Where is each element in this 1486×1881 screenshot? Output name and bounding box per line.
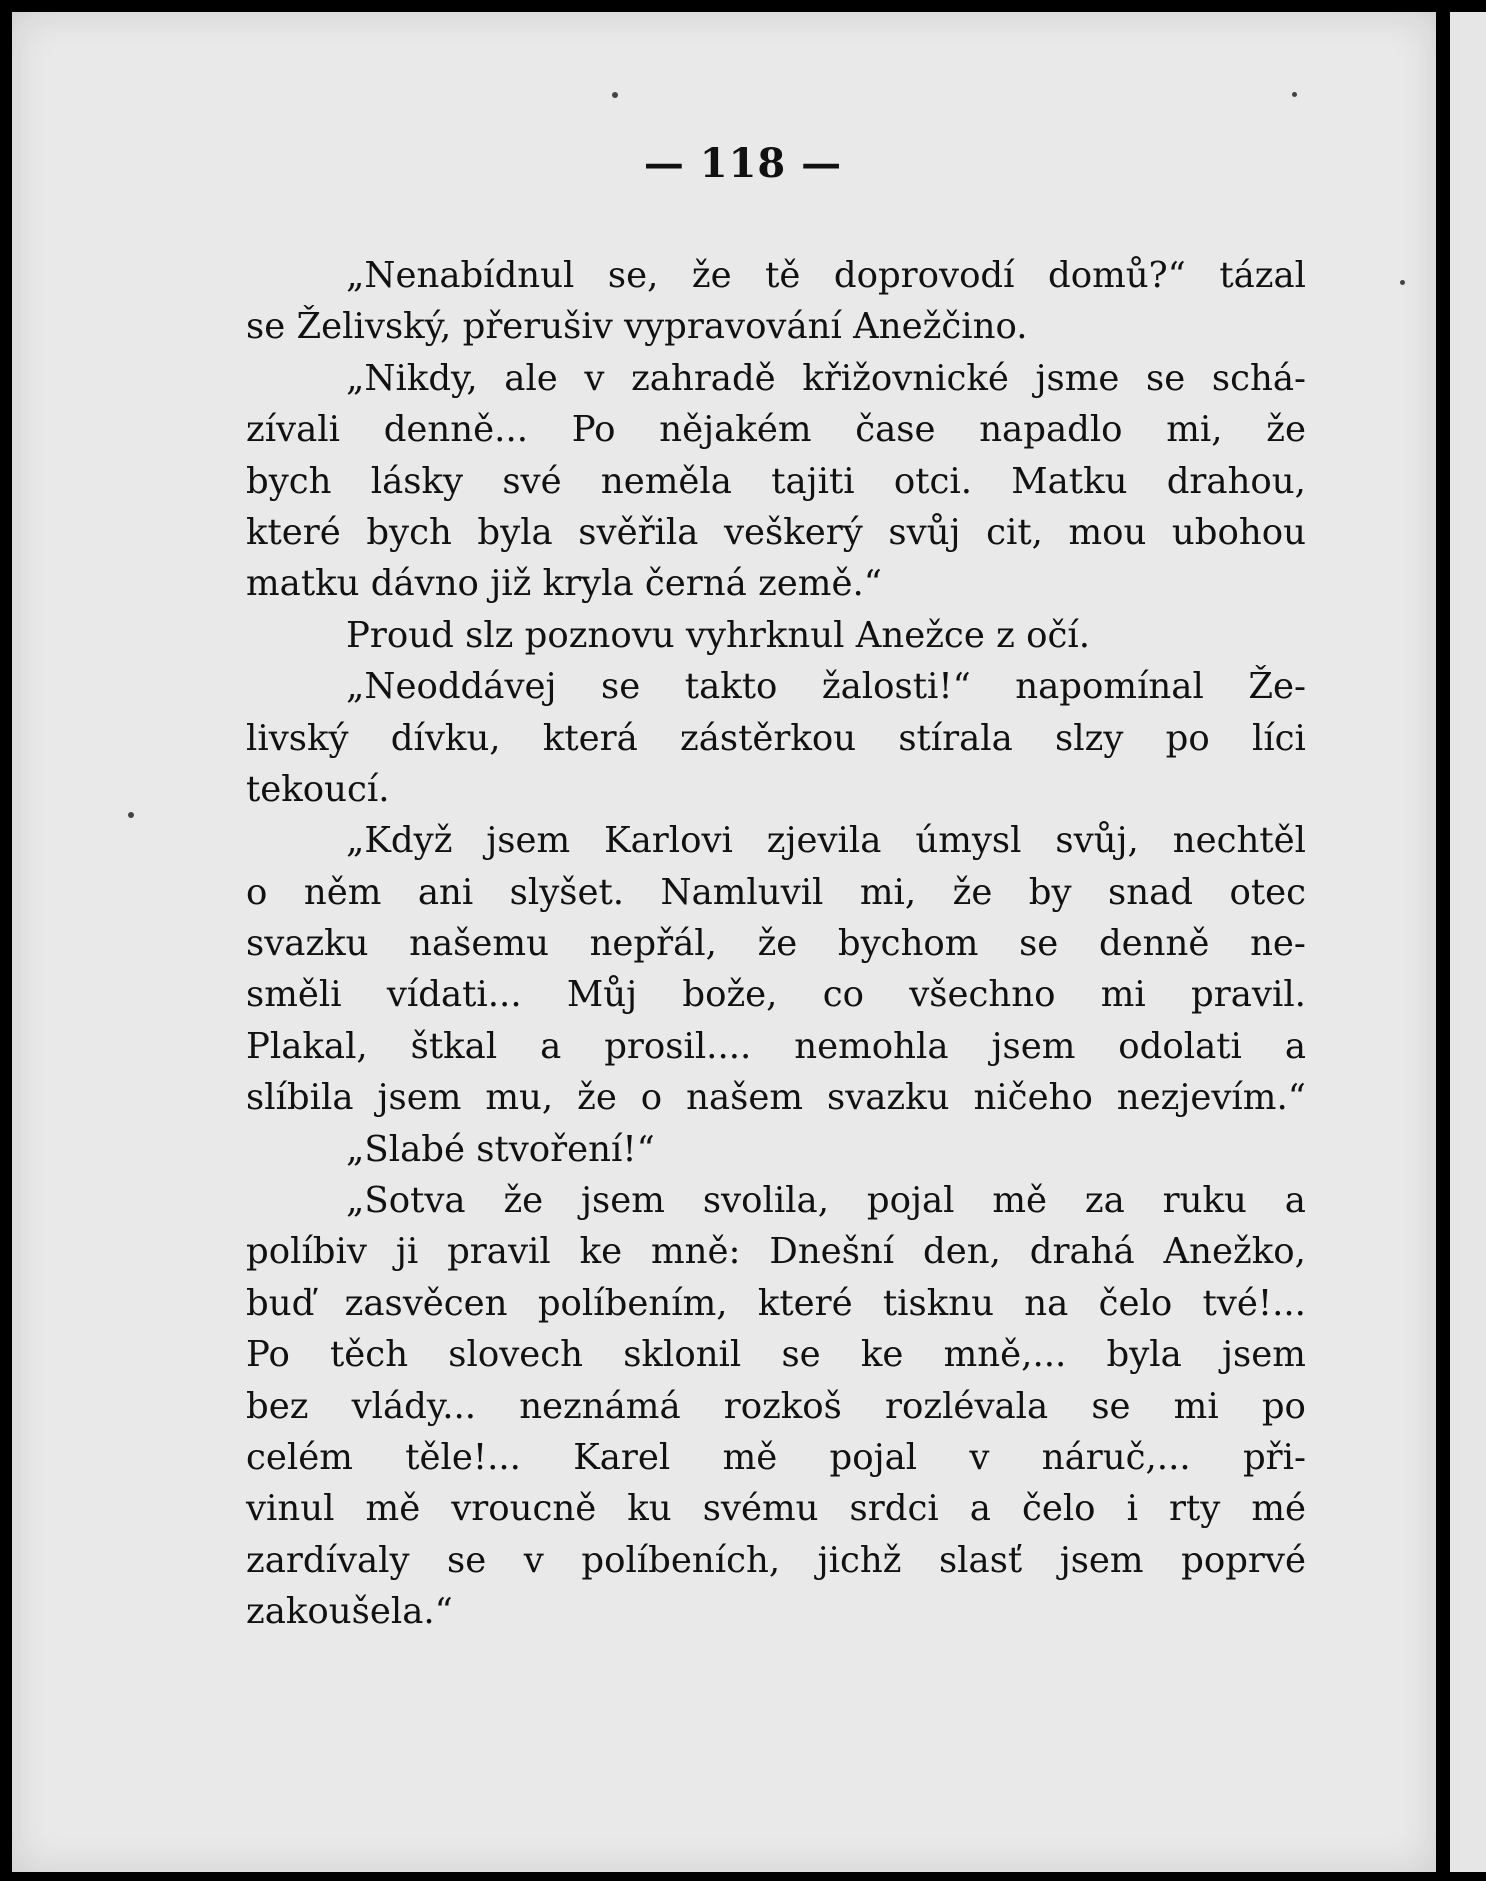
body-text bbox=[246, 250, 1306, 1638]
text-line: vinul mě vroucně ku svému srdci a čelo i rty mé bbox=[246, 1488, 1306, 1530]
text-line: směli vídati... Můj bože, co všechno mi pravil. bbox=[246, 974, 1306, 1016]
text-line: políbiv ji pravil ke mně: Dnešní den, drahá Anežko, bbox=[246, 1231, 1306, 1273]
paper-speck bbox=[1400, 280, 1405, 285]
text-line: „Sotva že jsem svolila, pojal mě za ruku a bbox=[346, 1180, 1306, 1222]
paper-speck bbox=[128, 812, 134, 818]
text-line: „Nenabídnul se, že tě doprovodí domů?“ tázal bbox=[346, 255, 1306, 296]
text-line: celém těle!... Karel mě pojal v náruč,... při- bbox=[246, 1436, 1306, 1478]
text-line: livský dívku, která zástěrkou stírala slzy po líci bbox=[246, 717, 1306, 759]
text-line: „Neoddávej se takto žalosti!“ napomínal Že- bbox=[346, 666, 1306, 708]
page-number: — 118 — bbox=[643, 140, 843, 187]
paper-speck bbox=[1292, 92, 1297, 97]
text-line: „Když jsem Karlovi zjevila úmysl svůj, nechtěl bbox=[346, 820, 1306, 862]
text-line: „Nikdy, ale v zahradě křižovnické jsme se schá- bbox=[346, 357, 1306, 399]
text-line: „Slabé stvoření!“ bbox=[346, 1128, 655, 1170]
next-page-edge bbox=[1450, 12, 1486, 1872]
text-line: zakoušela.“ bbox=[246, 1591, 453, 1633]
text-line: Plakal, štkal a prosil.... nemohla jsem odolati a bbox=[246, 1025, 1306, 1067]
text-line: slíbila jsem mu, že o našem svazku ničeho nezjevím.“ bbox=[246, 1077, 1306, 1119]
text-line: které bych byla svěřila veškerý svůj cit, mou ubohou bbox=[246, 511, 1306, 553]
text-line: zívali denně... Po nějakém čase napadlo mi, že bbox=[246, 409, 1306, 451]
text-line: buď zasvěcen políbením, které tisknu na čelo tvé!... bbox=[246, 1282, 1306, 1324]
text-line: matku dávno již kryla černá země.“ bbox=[246, 563, 882, 605]
text-line: svazku našemu nepřál, že bychom se denně ne- bbox=[246, 923, 1306, 965]
text-line: zardívaly se v políbeních, jichž slasť jsem poprvé bbox=[246, 1539, 1306, 1581]
paper-speck bbox=[612, 92, 618, 98]
text-line: bych lásky své neměla tajiti otci. Matku drahou, bbox=[246, 460, 1306, 502]
text-line: Proud slz poznovu vyhrknul Anežce z očí. bbox=[346, 614, 1090, 656]
text-line: o něm ani slyšet. Namluvil mi, že by snad otec bbox=[246, 871, 1306, 913]
text-line: bez vlády... neznámá rozkoš rozlévala se mi po bbox=[246, 1385, 1306, 1427]
text-line: Po těch slovech sklonil se ke mně,... byla jsem bbox=[246, 1334, 1306, 1376]
text-line: tekoucí. bbox=[246, 768, 390, 810]
text-line: se Želivský, přerušiv vypravování Anežčino. bbox=[246, 306, 1028, 348]
